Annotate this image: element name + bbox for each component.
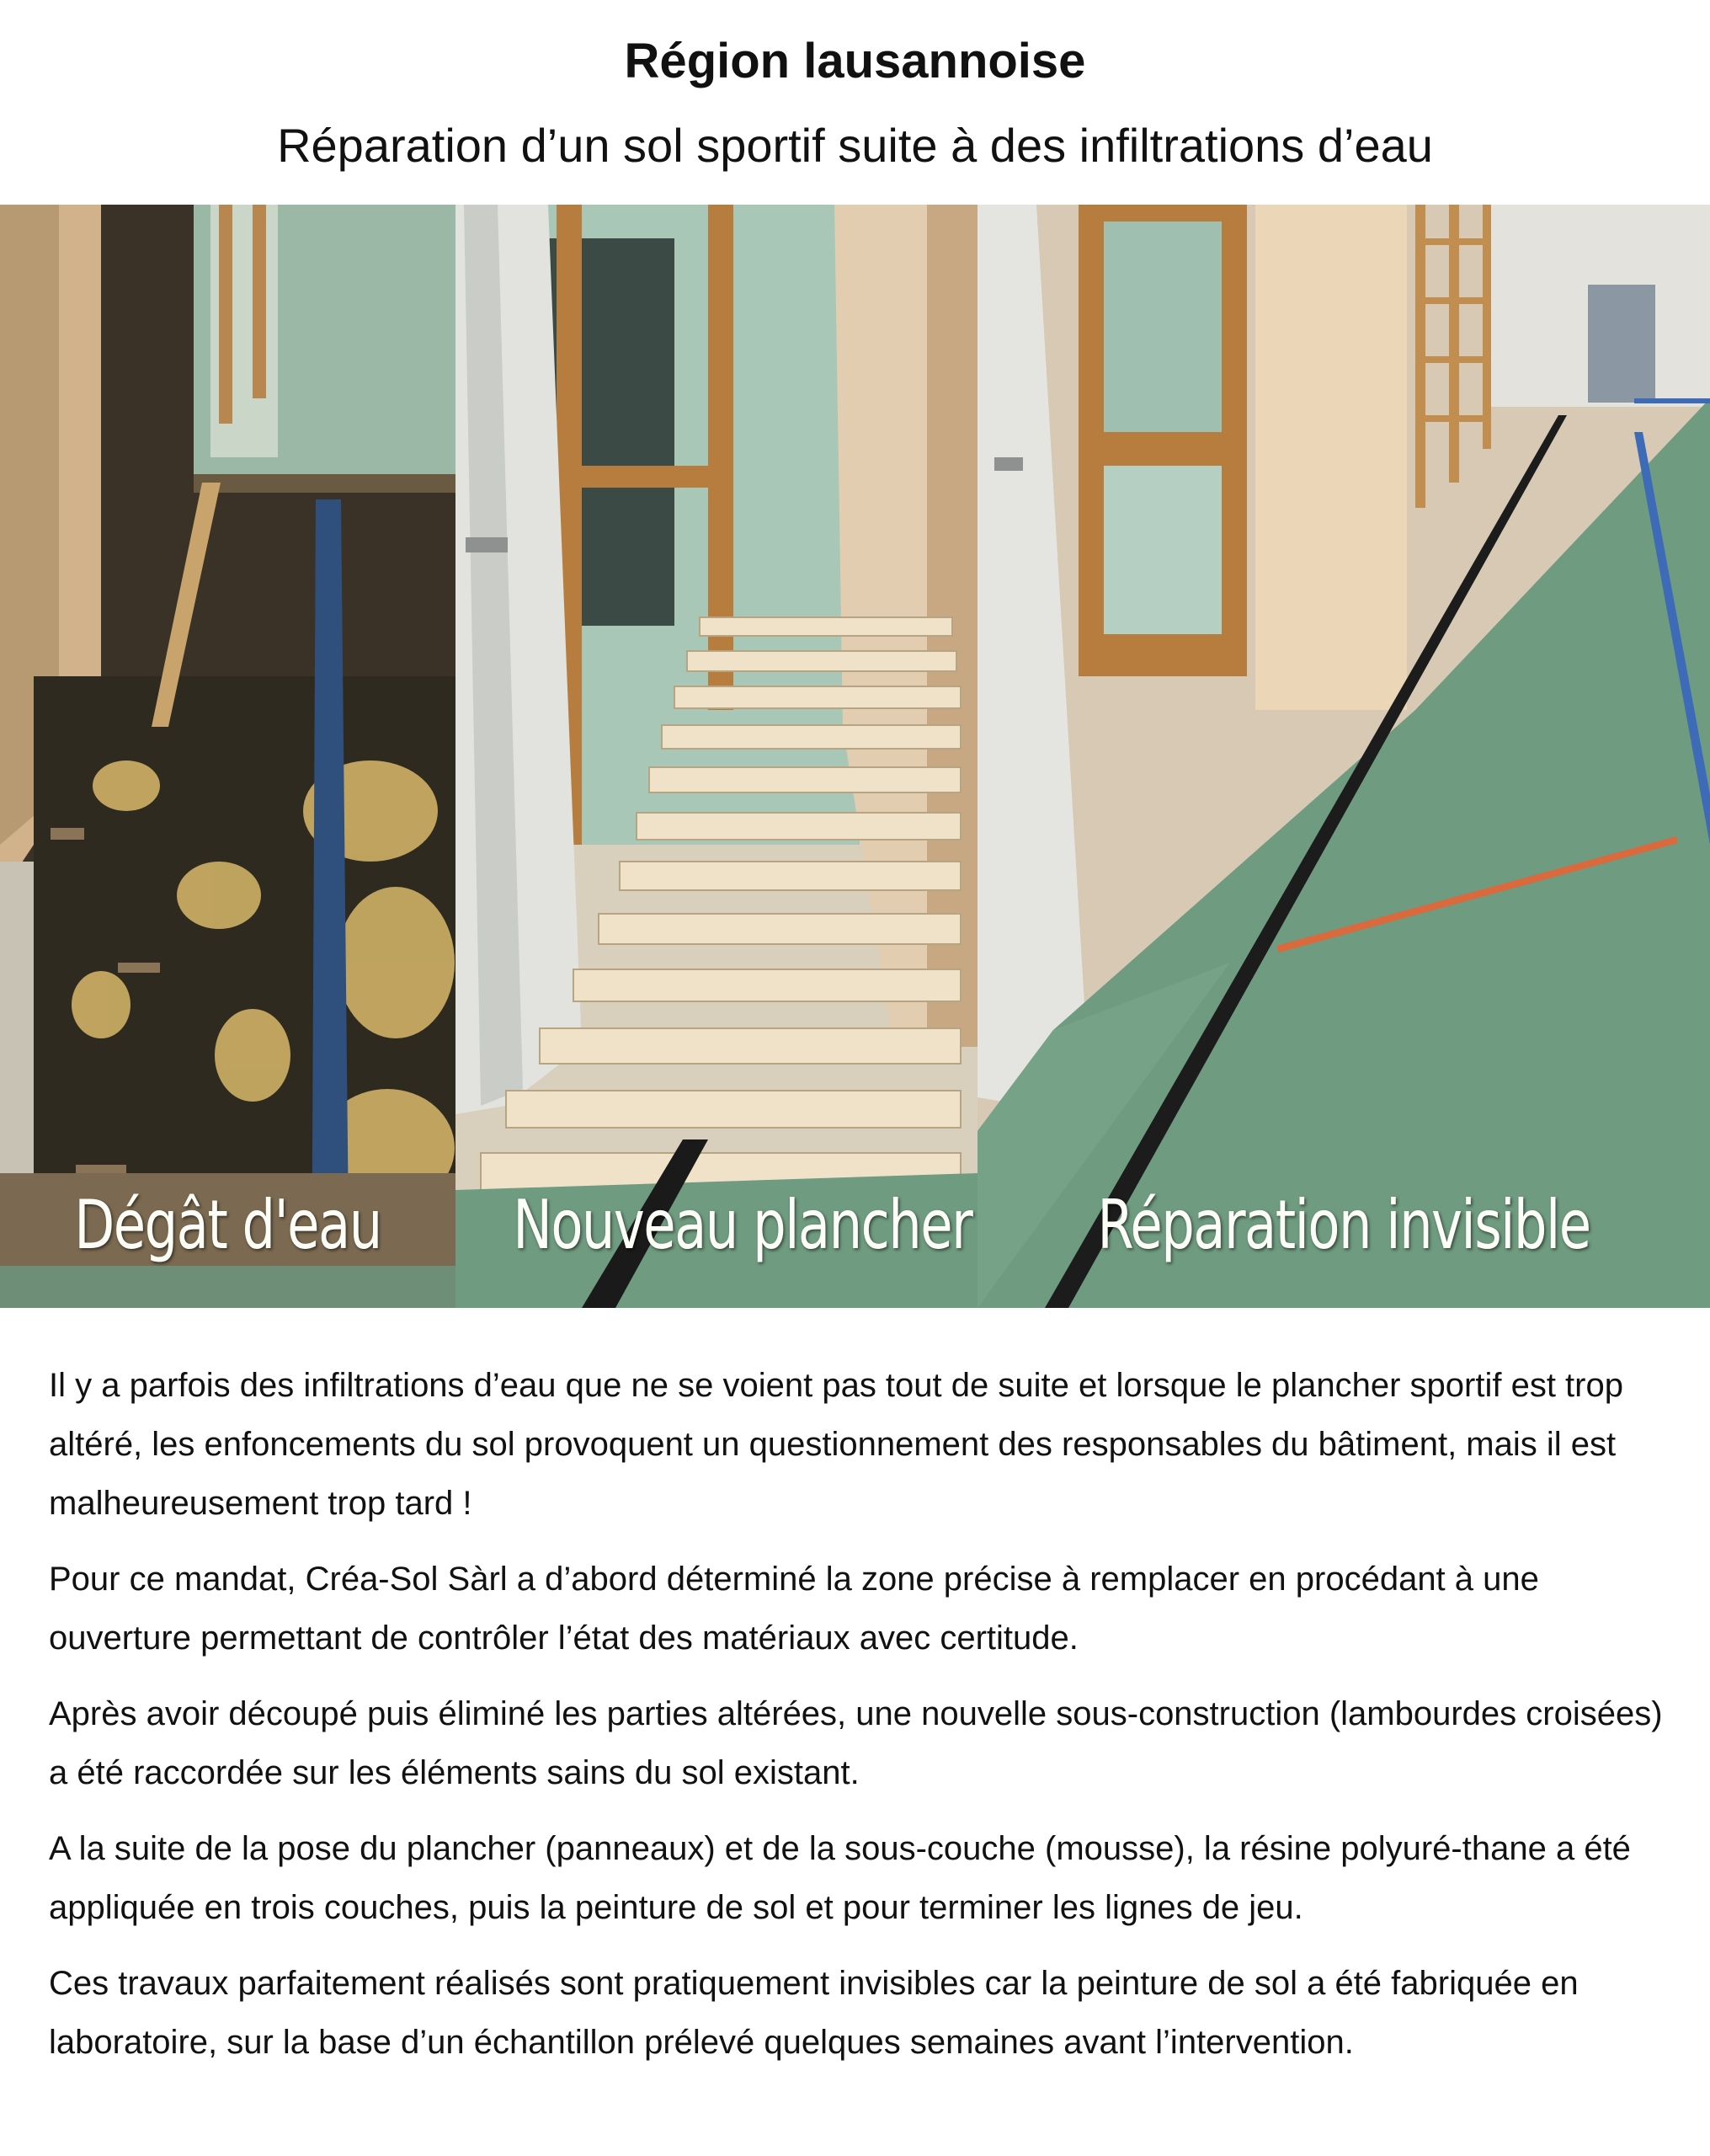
caption-invisible-repair: Réparation invisible [1097,1186,1590,1264]
photo-new-floor [455,205,978,1308]
photo-water-damage [0,205,455,1308]
paragraph-3: Après avoir découpé puis éliminé les parties altérées, une nouvelle sous-construction (lambourdes croisées) a été raccordée sur les éléments sains du sol existant. [49,1695,1663,1791]
water-damage-illustration [0,205,455,1308]
paragraph-5: Ces travaux parfaitement réalisés sont pratiquement invisibles car la peinture de sol a été fabriquée en laboratoire, sur la base d’un échantillon prélevé quelques semaines avant l’intervention. [49,1965,1579,2061]
paragraph-4: A la suite de la pose du plancher (panneaux) et de la sous-couche (mousse), la résine polyuré-thane a été appliquée en trois couches, puis la peinture de sol et pour terminer les lignes de jeu. [49,1830,1631,1926]
page-subtitle: Réparation d’un sol sportif suite à des infiltrations d’eau [277,119,1433,172]
caption-water-damage: Dégât d'eau [74,1186,381,1264]
paragraph-2: Pour ce mandat, Créa-Sol Sàrl a d’abord déterminé la zone précise à remplacer en procédant à une ouverture permettant de contrôler l’état des matériaux avec certitude. [49,1561,1539,1657]
article-body [49,1356,1674,2089]
new-floor-illustration [455,205,978,1308]
caption-new-floor: Nouveau plancher [513,1186,972,1264]
photo-strip [0,205,1710,1308]
paragraph-1: Il y a parfois des infiltrations d’eau que ne se voient pas tout de suite et lorsque le plancher sportif est trop altéré, les enfoncements du sol provoquent un questionnement des responsables du bâtiment, mais il est malheureusement trop tard ! [49,1367,1623,1522]
photo-invisible-repair [978,205,1710,1308]
invisible-repair-illustration [978,205,1710,1308]
page-title: Région lausannoise [624,34,1086,88]
